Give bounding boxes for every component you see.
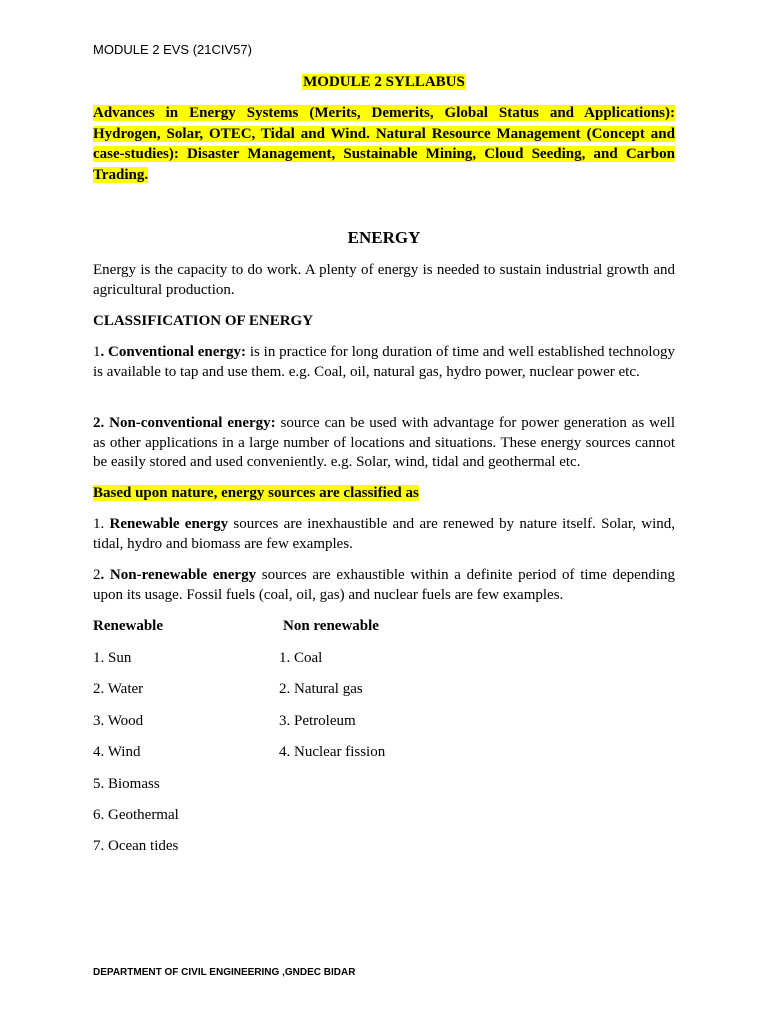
syllabus-title — [0, 74, 768, 91]
energy-title: ENERGY — [347, 228, 421, 247]
energy-intro: Energy is the capacity to do work. A plenty of energy is needed to sustain industrial growth and agricultural production. — [93, 262, 675, 298]
renewable-list — [93, 648, 179, 868]
renewable-number: 1. — [93, 516, 105, 532]
syllabus-title-text: MODULE 2 SYLLABUS — [303, 74, 465, 90]
renewable-energy-paragraph — [93, 515, 675, 554]
list-item: 6. Geothermal — [93, 806, 179, 823]
page-footer: DEPARTMENT OF CIVIL ENGINEERING ,GNDEC BIDAR — [93, 967, 356, 978]
non-conventional-number: 2. — [93, 415, 105, 431]
conventional-text: is in practice for long duration of time and well established technology is available to tap and use them. e.g. Coal, oil, natural gas, hydro power, nuclear power etc. — [93, 344, 675, 380]
renewable-text: sources are inexhaustible and are renewed by nature itself. Solar, wind, tidal, hydro and biomass are few examples. — [93, 516, 676, 552]
non-conventional-text: source can be used with advantage for power generation as well as other applications in a large number of locations and situations. These energy sources cannot be easily stored and used conveniently. e.g. Solar, wind, tidal and geothermal etc. — [93, 415, 676, 470]
non-conventional-energy-paragraph — [93, 414, 675, 473]
non-renewable-term: . Non-renewable energy — [100, 567, 257, 583]
renewable-term: Renewable energy — [109, 516, 229, 532]
non-renewable-number: 2 — [93, 567, 101, 583]
list-item: 4. Wind — [93, 744, 141, 761]
syllabus-text: Advances in Energy Systems (Merits, Demerits, Global Status and Applications): Hydrogen, Solar, OTEC, Tidal and Wind. Natural Resource Management (Concept and case-studies): Disaster Management, Sustainable Mining, Cloud Seeding, and Carbon Trading. — [93, 105, 675, 183]
renewable-column-heading: Renewable — [93, 618, 163, 634]
conventional-term: . Conventional energy: — [100, 344, 247, 360]
list-item: 1. Sun — [93, 650, 132, 666]
list-item: 1. Coal — [279, 650, 323, 666]
list-item: 2. Water — [93, 681, 144, 698]
conventional-number: 1 — [93, 344, 101, 360]
list-item: 2. Natural gas — [279, 681, 363, 698]
non-renewable-text: sources are exhaustible within a definite period of time depending upon its usage. Fossil fuels (coal, oil, gas) and nuclear fuels are few examples. — [93, 567, 676, 603]
running-header: MODULE 2 EVS (21CIV57) — [93, 42, 252, 57]
list-item: 5. Biomass — [93, 775, 160, 792]
non-renewable-list — [279, 648, 385, 774]
classification-title: CLASSIFICATION OF ENERGY — [93, 313, 314, 329]
syllabus-text-block — [93, 103, 675, 185]
nature-classification-title — [93, 485, 419, 502]
list-item: 3. Petroleum — [279, 712, 356, 729]
non-renewable-column-heading: Non renewable — [283, 618, 379, 634]
conventional-energy-paragraph — [93, 343, 675, 382]
list-item: 3. Wood — [93, 712, 144, 729]
nature-classification-text: Based upon nature, energy sources are classified as — [93, 485, 419, 501]
non-renewable-energy-paragraph — [93, 566, 675, 605]
list-item: 7. Ocean tides — [93, 838, 179, 855]
list-item: 4. Nuclear fission — [279, 744, 386, 761]
non-conventional-term: Non-conventional energy: — [104, 415, 276, 431]
